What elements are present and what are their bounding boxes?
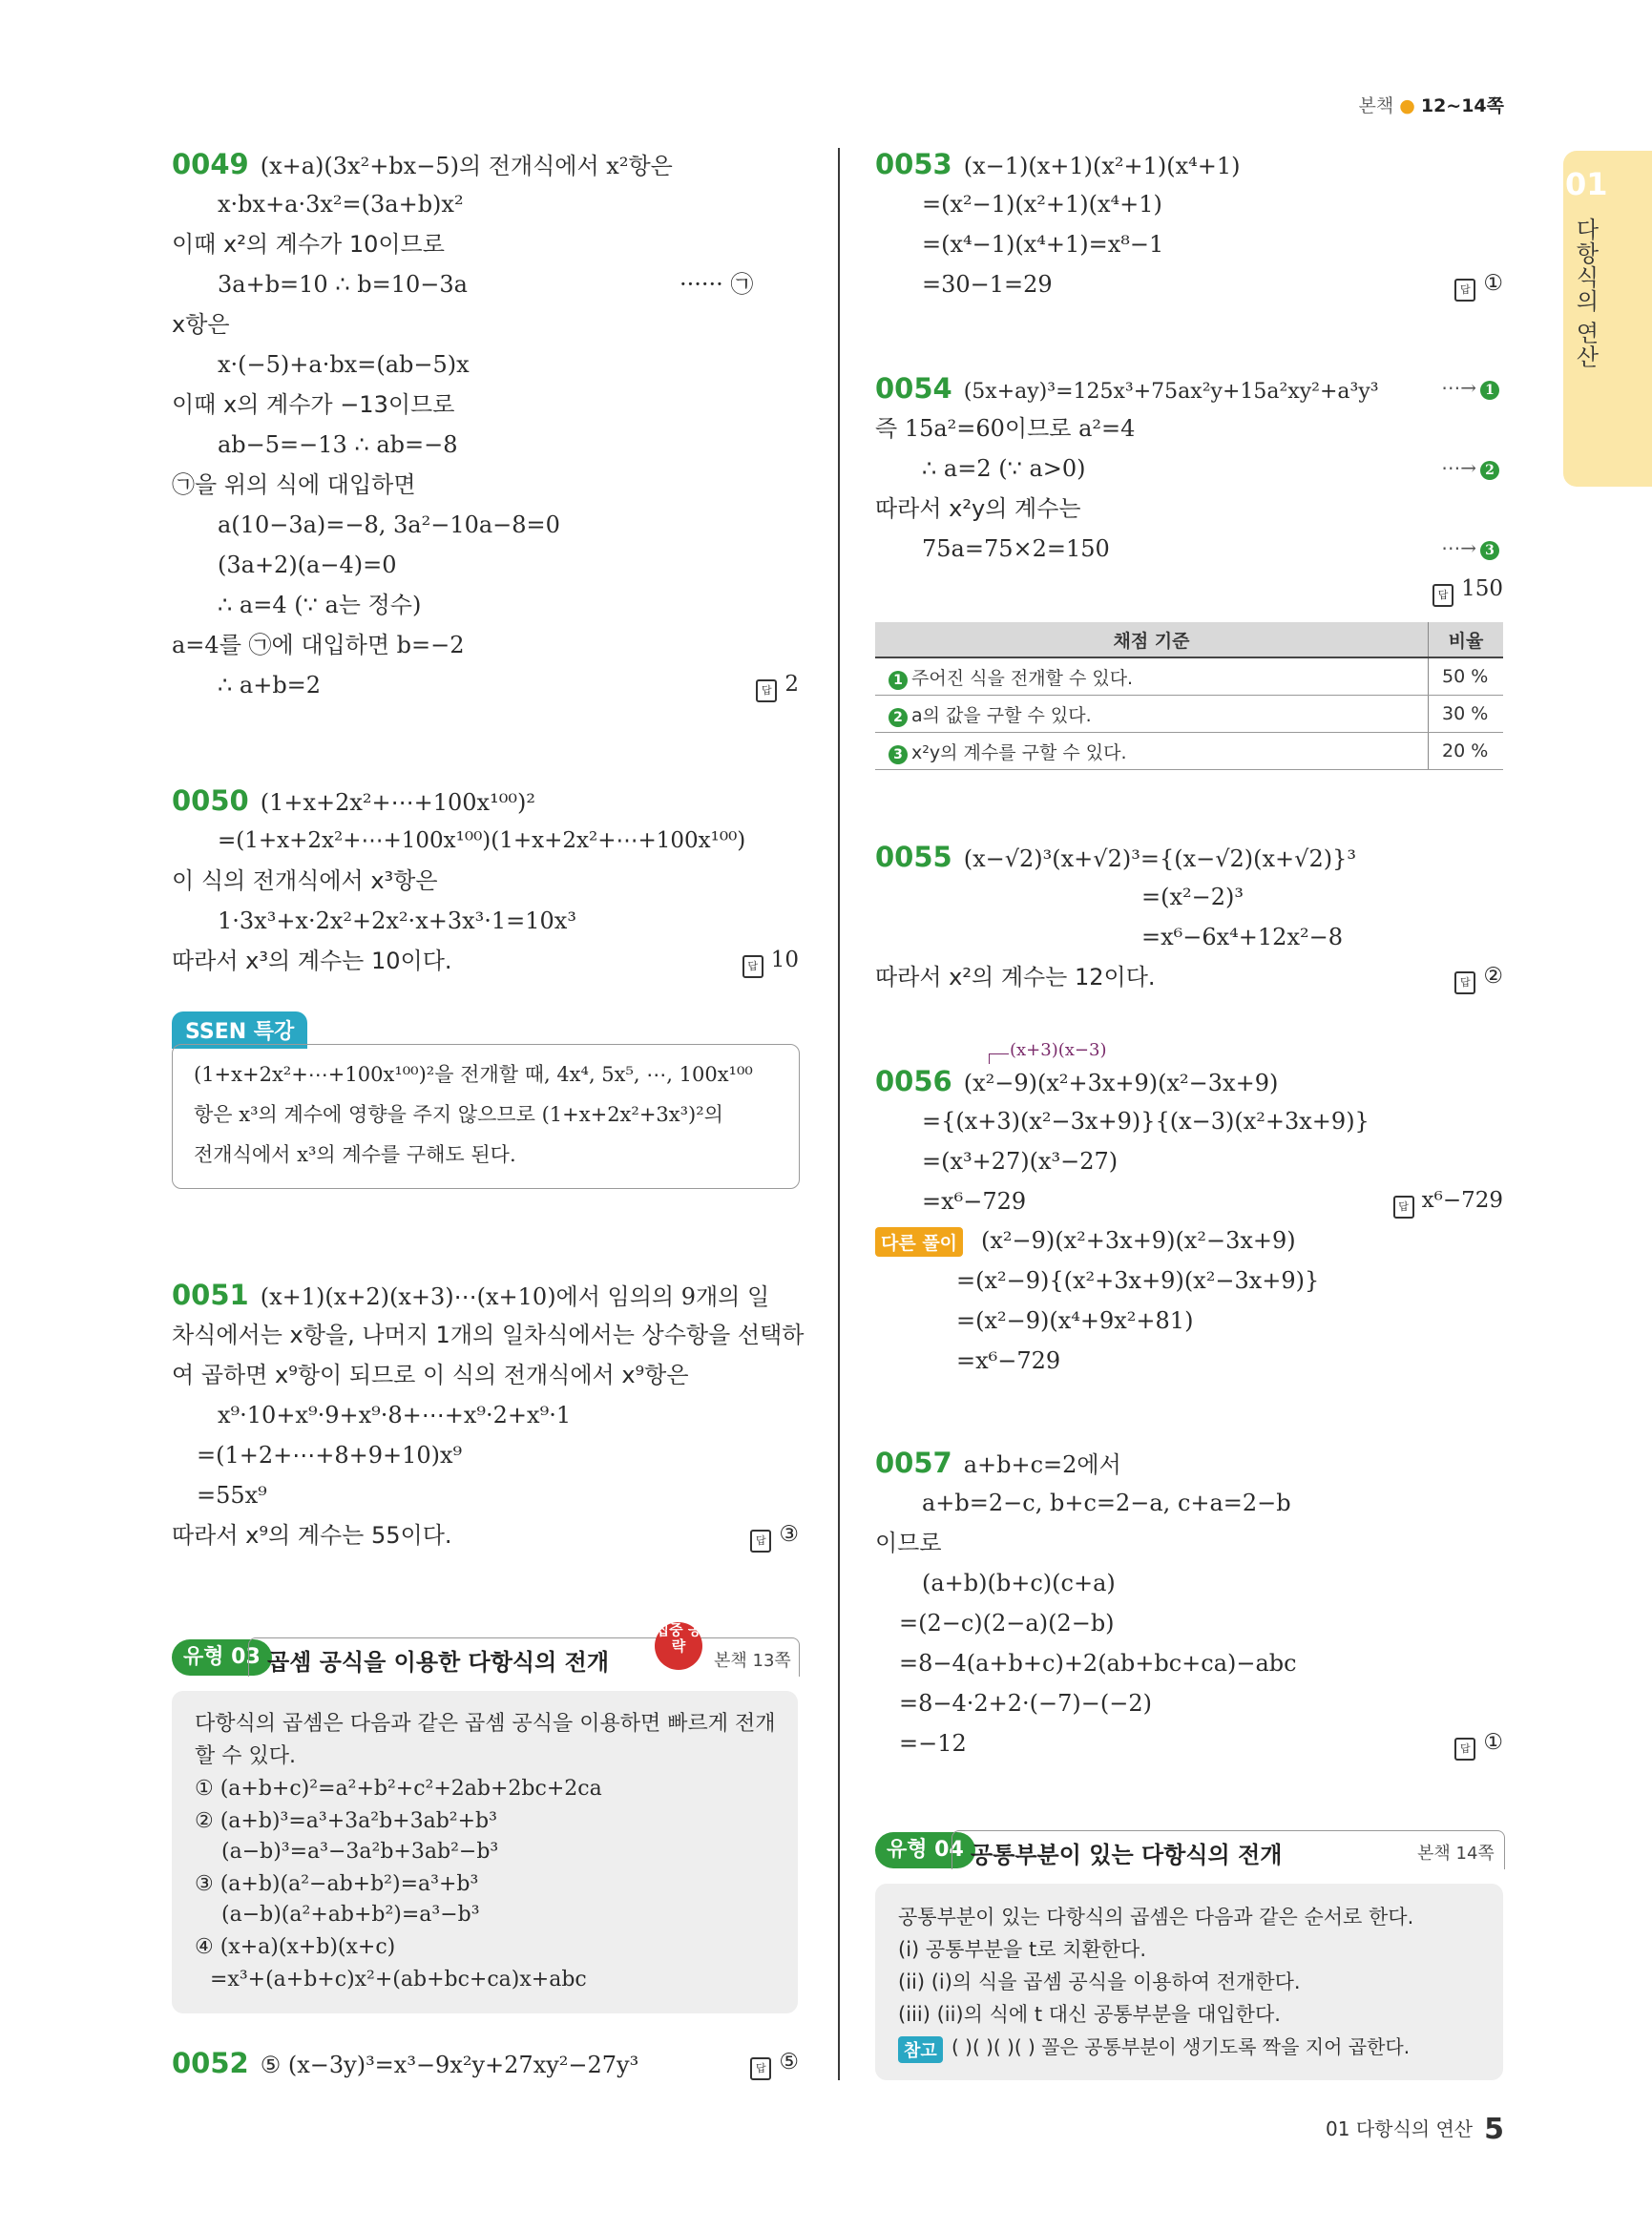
- solution-line: 따라서 x²의 계수는 12이다.: [875, 964, 1156, 990]
- step-flag-3: ⋯→ 3: [1441, 536, 1503, 560]
- solution-line: =x⁶−6x⁴+12x²−8: [1141, 924, 1343, 950]
- solution-line: ∴ a=2 (∵ a>0): [922, 455, 1086, 482]
- solution-line: ㉠을 위의 식에 대입하면: [172, 471, 416, 498]
- answer: 답 ②: [1454, 964, 1503, 994]
- answer: 답 ①: [1454, 271, 1503, 302]
- solution-line: 즉 15a²=60이므로 a²=4: [875, 415, 1136, 442]
- type-title: 곱셈 공식을 이용한 다항식의 전개: [267, 1649, 609, 1676]
- summary-line: =x³+(a+b+c)x²+(ab+bc+ca)x+abc: [210, 1968, 587, 1991]
- answer: 답 2: [756, 672, 799, 702]
- solution-line: (3a+2)(a−4)=0: [218, 552, 397, 578]
- answer: 답 ⑤: [750, 2050, 799, 2080]
- solution-line: 1·3x³+x·2x²+2x²·x+3x³·1=10x³: [218, 907, 576, 934]
- solution-line: 75a=75×2=150: [922, 535, 1110, 562]
- solution-line: =−12: [899, 1730, 967, 1757]
- solution-line: 따라서 x²y의 계수는: [875, 495, 1081, 522]
- type-title: 공통부분이 있는 다항식의 전개: [971, 1842, 1283, 1868]
- answer-icon: 답: [756, 679, 777, 702]
- solution-line: x항은: [172, 311, 230, 338]
- solution-line: =x⁶−729: [922, 1188, 1027, 1215]
- answer: 답 ③: [750, 1522, 799, 1553]
- type-04-header[interactable]: [875, 1830, 1503, 1872]
- problem-number: 0050: [172, 784, 249, 817]
- solution-line: 이때 x²의 계수가 10이므로: [172, 231, 445, 258]
- solution-line: a+b+c=2에서: [963, 1451, 1121, 1478]
- problem-number: 0055: [875, 841, 952, 873]
- solution-line: a+b=2−c, b+c=2−a, c+a=2−b: [922, 1490, 1291, 1516]
- solution-line: =(x³+27)(x³−27): [922, 1148, 1119, 1175]
- solution-line: 여 곱하면 x⁹항이 되므로 이 식의 전개식에서 x⁹항은: [172, 1362, 689, 1388]
- type-reference: 본책 14쪽: [1417, 1844, 1495, 1864]
- summary-line: 공통부분이 있는 다항식의 곱셈은 다음과 같은 순서로 한다.: [898, 1906, 1414, 1929]
- answer: 답 ①: [1454, 1730, 1503, 1761]
- step-flag-1: ⋯→ 1: [1441, 376, 1503, 400]
- problem-number: 0053: [875, 148, 952, 180]
- answer-icon: 답: [742, 955, 763, 978]
- answer: 답 x⁶−729: [1393, 1188, 1503, 1219]
- ssen-line: 항은 x³의 계수에 영향을 주지 않으므로 (1+x+2x²+3x³)²의: [194, 1103, 723, 1126]
- table-row: 3 x²y의 계수를 구할 수 있다. 20 %: [875, 733, 1503, 770]
- step-flag-2: ⋯→ 2: [1441, 456, 1503, 480]
- problem-number: 0052: [172, 2047, 249, 2079]
- solution-line: ⑤ (x−3y)³=x³−9x²y+27xy²−27y³: [260, 2052, 639, 2078]
- concentrate-mark: 집중 공략: [655, 1622, 702, 1670]
- solution-line: 3a+b=10 ∴ b=10−3a: [218, 271, 468, 298]
- solution-line: (x+a)(3x²+bx−5)의 전개식에서 x²항은: [260, 153, 673, 179]
- solution-line: (1+x+2x²+⋯+100x¹⁰⁰)²: [260, 789, 535, 816]
- solution-line: =(1+x+2x²+⋯+100x¹⁰⁰)(1+x+2x²+⋯+100x¹⁰⁰): [218, 828, 746, 853]
- solution-line: a(10−3a)=−8, 3a²−10a−8=0: [218, 511, 560, 538]
- summary-line: (iii) (ii)의 식에 t 대신 공통부분을 대입한다.: [898, 2003, 1281, 2026]
- solution-line: (x+1)(x+2)(x+3)⋯(x+10)에서 임의의 9개의 일: [260, 1283, 770, 1310]
- type-badge: 유형 04: [875, 1832, 975, 1868]
- solution-line: 이 식의 전개식에서 x³항은: [172, 867, 438, 894]
- answer-icon: 답: [1454, 279, 1475, 302]
- problem-number: 0057: [875, 1447, 952, 1479]
- solution-line: =8−4(a+b+c)+2(ab+bc+ca)−abc: [899, 1650, 1297, 1677]
- solution-line: 이때 x의 계수가 −13이므로: [172, 391, 455, 418]
- ssen-line: (1+x+2x²+⋯+100x¹⁰⁰)²을 전개할 때, 4x⁴, 5x⁵, ⋯, 100x¹⁰⁰: [194, 1063, 753, 1086]
- type-reference: 본책 13쪽: [714, 1651, 791, 1671]
- solution-line: ∴ a=4 (∵ a는 정수): [218, 592, 422, 618]
- solution-line: =(x²−9)(x⁴+9x²+81): [956, 1307, 1194, 1334]
- problem-number: 0051: [172, 1279, 249, 1311]
- answer: 답 150: [1432, 576, 1503, 607]
- answer-icon: 답: [750, 2057, 771, 2080]
- solution-line: 따라서 x⁹의 계수는 55이다.: [172, 1522, 452, 1549]
- solution-line: (x²−9)(x²+3x+9)(x²−3x+9): [963, 1070, 1279, 1096]
- solution-line: (x²−9)(x²+3x+9)(x²−3x+9): [981, 1227, 1296, 1254]
- answer-icon: 답: [1393, 1196, 1414, 1219]
- chapter-title: 다항식의 연산: [1572, 218, 1599, 369]
- table-row: 1 주어진 식을 전개할 수 있다. 50 %: [875, 657, 1503, 696]
- footer-chapter: 01 다항식의 연산: [1326, 2117, 1474, 2140]
- summary-line: 다항식의 곱셈은 다음과 같은 곱셈 공식을 이용하면 빠르게 전개: [195, 1712, 776, 1736]
- solution-line: (x−1)(x+1)(x²+1)(x⁴+1): [963, 153, 1241, 179]
- solution-line: =(x⁴−1)(x⁴+1)=x⁸−1: [922, 231, 1164, 258]
- solution-line: =30−1=29: [922, 271, 1053, 298]
- grading-header-ratio: 비율: [1429, 622, 1504, 657]
- annotation-bracket: [989, 1053, 1009, 1064]
- solution-line: (5x+ay)³=125x³+75ax²y+15a²xy²+a³y³: [963, 380, 1379, 404]
- page-reference: [1359, 92, 1504, 117]
- solution-line: =(2−c)(2−a)(2−b): [899, 1610, 1115, 1637]
- solution-line: =(x²−2)³: [1141, 884, 1244, 910]
- solution-line: =8−4·2+2·(−7)−(−2): [899, 1690, 1152, 1717]
- note-tag: 참고: [898, 2036, 943, 2063]
- answer-icon: 답: [1432, 584, 1453, 607]
- solution-line: 따라서 x³의 계수는 10이다.: [172, 948, 452, 974]
- column-divider: [838, 148, 840, 2080]
- solution-line: =x⁶−729: [956, 1347, 1061, 1374]
- problem-number: 0054: [875, 372, 952, 405]
- solution-line: x·(−5)+a·bx=(ab−5)x: [218, 351, 470, 378]
- answer-icon: 답: [1454, 971, 1475, 994]
- type-04-summary: [875, 1884, 1503, 2080]
- summary-line: 할 수 있다.: [195, 1744, 296, 1768]
- summary-line: ④ (x+a)(x+b)(x+c): [195, 1935, 396, 1959]
- summary-line: (i) 공통부분을 t로 치환한다.: [898, 1938, 1147, 1961]
- problem-number: 0049: [172, 148, 249, 180]
- ref-pages: 12~14쪽: [1420, 95, 1504, 116]
- solution-line: a=4를 ㉠에 대입하면 b=−2: [172, 632, 465, 658]
- summary-note: ( )( )( )( ) 꼴은 공통부분이 생기도록 짝을 지어 곱한다.: [951, 2035, 1411, 2058]
- answer: 답 10: [742, 948, 799, 978]
- type-03-header[interactable]: [172, 1637, 798, 1679]
- type-badge: 유형 03: [172, 1639, 272, 1676]
- equation-tag: ······ ㉠: [680, 271, 754, 298]
- table-row: 2 a의 값을 구할 수 있다. 30 %: [875, 696, 1503, 733]
- solution-line: =(1+2+⋯+8+9+10)x⁹: [197, 1442, 463, 1469]
- grading-header-criteria: 채점 기준: [875, 622, 1429, 657]
- summary-line: ① (a+b+c)²=a²+b²+c²+2ab+2bc+2ca: [195, 1777, 602, 1801]
- solution-line: ab−5=−13 ∴ ab=−8: [218, 431, 458, 458]
- chapter-number: 01: [1565, 166, 1608, 202]
- solution-line: (a+b)(b+c)(c+a): [922, 1570, 1116, 1596]
- solution-line: x⁹·10+x⁹·9+x⁹·8+⋯+x⁹·2+x⁹·1: [218, 1402, 572, 1428]
- problem-number: 0056: [875, 1065, 952, 1097]
- summary-line: (a−b)³=a³−3a²b+3ab²−b³: [221, 1840, 499, 1864]
- answer-icon: 답: [750, 1530, 771, 1553]
- solution-line: 이므로: [875, 1530, 942, 1556]
- ssen-lecture-box: [172, 1044, 800, 1189]
- ssen-line: 전개식에서 x³의 계수를 구해도 된다.: [194, 1143, 516, 1166]
- page-number: 5: [1484, 2113, 1504, 2146]
- ssen-lecture-tag: SSEN 특강: [172, 1011, 307, 1049]
- summary-line: (ii) (i)의 식을 곱셈 공식을 이용하여 전개한다.: [898, 1970, 1301, 1993]
- solution-line: =55x⁹: [197, 1482, 267, 1509]
- solution-line: (x−√2)³(x+√2)³={(x−√2)(x+√2)}³: [963, 845, 1356, 872]
- solution-line: ∴ a+b=2: [218, 672, 322, 698]
- alternate-solution-badge: 다른 풀이: [875, 1227, 963, 1257]
- grading-table: [875, 622, 1503, 770]
- page-footer: [1326, 2113, 1504, 2146]
- summary-line: (a−b)(a²+ab+b²)=a³−b³: [221, 1903, 480, 1927]
- type-03-summary: [172, 1691, 798, 2013]
- solution-line: x·bx+a·3x²=(3a+b)x²: [218, 191, 464, 218]
- ref-prefix: 본책: [1358, 95, 1394, 116]
- solution-line: =(x²−1)(x²+1)(x⁴+1): [922, 191, 1162, 218]
- answer-icon: 답: [1454, 1738, 1475, 1761]
- solution-line: ={(x+3)(x²−3x+9)}{(x−3)(x²+3x+9)}: [922, 1108, 1370, 1135]
- annotation-note: (x+3)(x−3): [1010, 1040, 1107, 1060]
- solution-line: =(x²−9){(x²+3x+9)(x²−3x+9)}: [956, 1267, 1320, 1294]
- summary-line: ③ (a+b)(a²−ab+b²)=a³+b³: [195, 1872, 479, 1896]
- summary-line: ② (a+b)³=a³+3a²b+3ab²+b³: [195, 1809, 497, 1833]
- solution-line: 차식에서는 x항을, 나머지 1개의 일차식에서는 상수항을 선택하: [172, 1322, 805, 1348]
- dot-icon: ●: [1399, 95, 1415, 116]
